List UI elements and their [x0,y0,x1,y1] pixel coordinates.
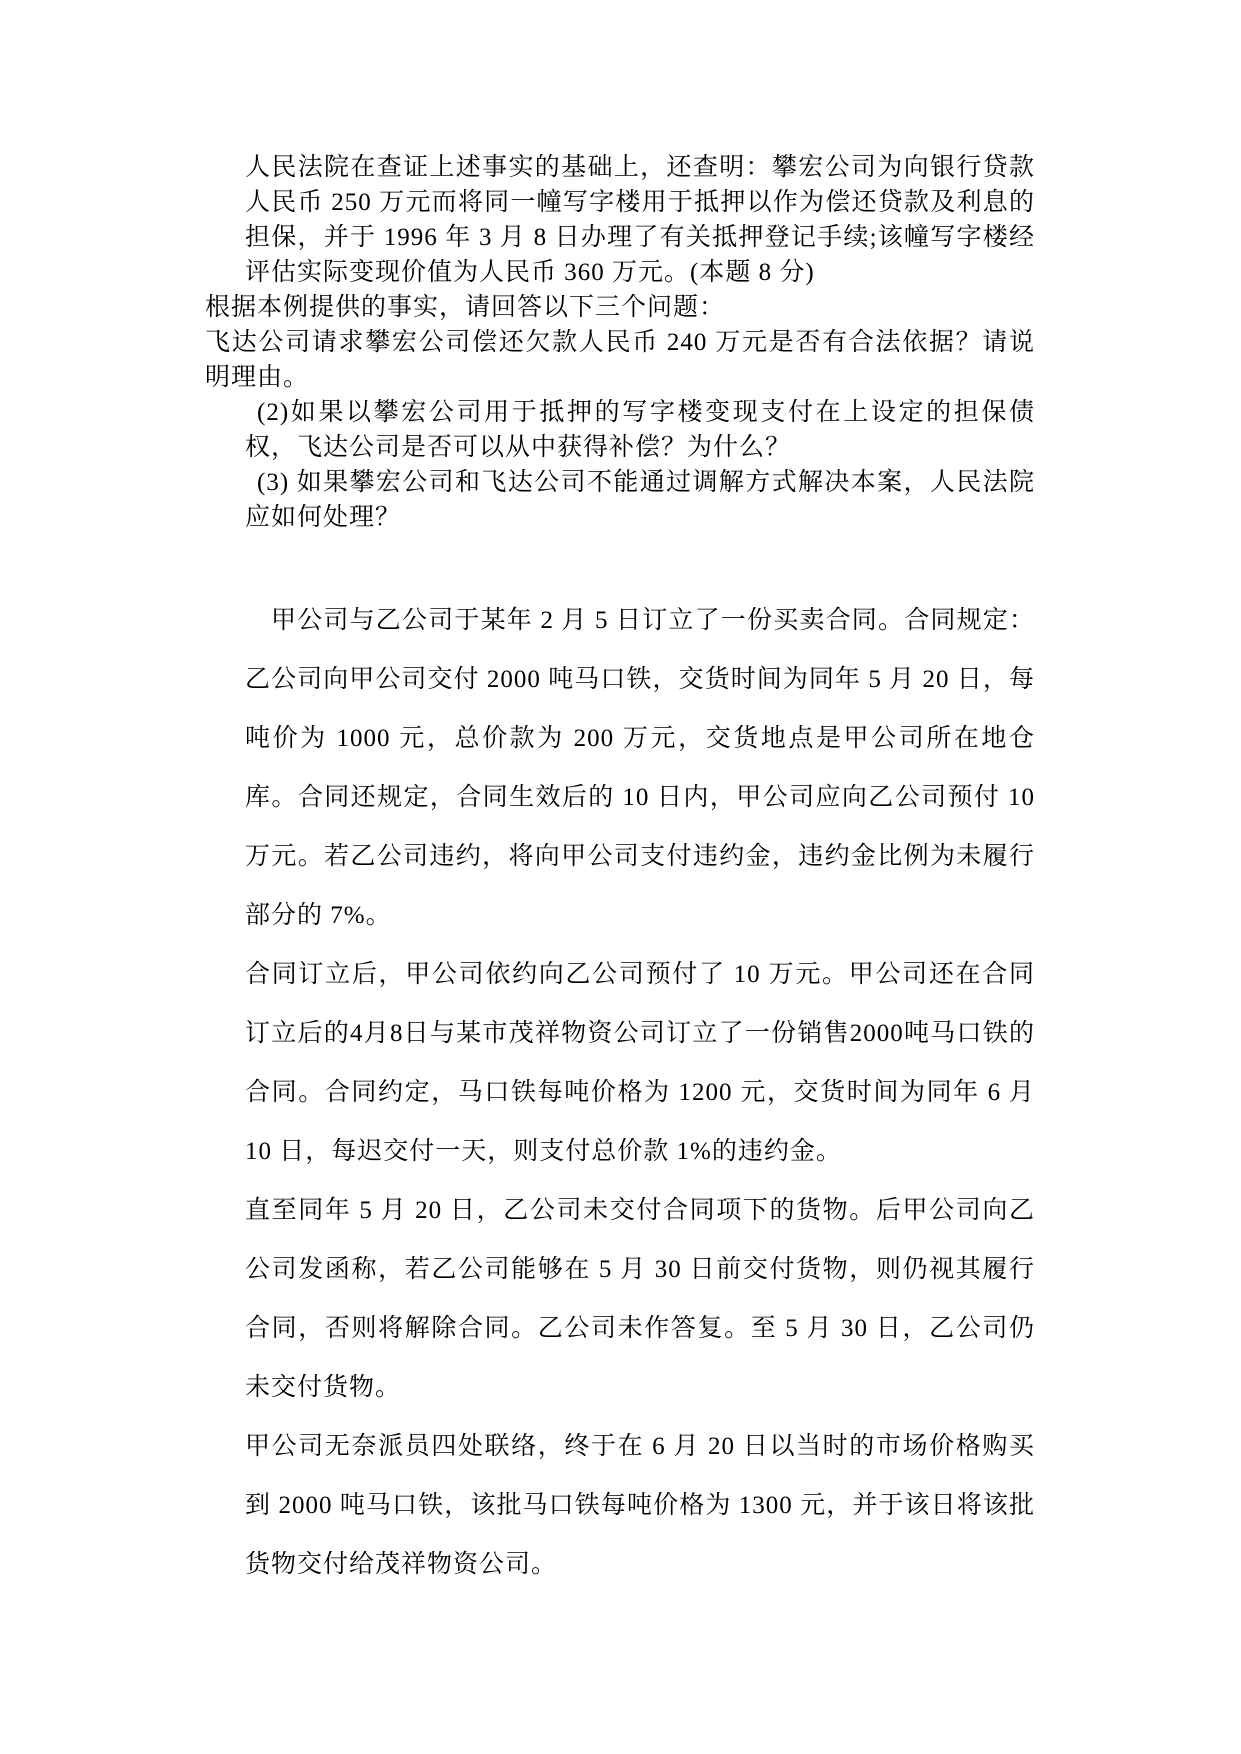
case1-question-2: (2)如果以攀宏公司用于抵押的写字楼变现支付在上设定的担保债权，飞达公司是否可以从中获得补偿？为什么？ [245,399,1035,461]
case1-question-1: 飞达公司请求攀宏公司偿还欠款人民币 240 万元是否有合法依据？请说明理由。 [205,329,1035,391]
case2-section [245,591,1035,1594]
case1-section [205,150,1035,535]
case2-breach-events-paragraph: 直至同年 5 月 20 日，乙公司未交付合同项下的货物。后甲公司向乙公司发函称，若乙公司能够在 5 月 30 日前交付货物，则仍视其履行合同，否则将解除合同。乙公司未作答复。至 5 月 30 日，乙公司仍未交付货物。 [245,1197,1035,1401]
case1-question-lead: 根据本例提供的事实，请回答以下三个问题： [205,294,726,321]
case1-intro-paragraph: 人民法院在查证上述事实的基础上，还查明：攀宏公司为向银行贷款人民币 250 万元而将同一幢写字楼用于抵押以作为偿还贷款及利息的担保，并于 1996 年 3 月 8 日办理了有关抵押登记手续;该幢写字楼经评估实际变现价值为人民币 360 万元。(本题 8 分) [245,154,1035,286]
case2-resale-contract-paragraph: 合同订立后，甲公司依约向乙公司预付了 10 万元。甲公司还在合同订立后的4月8日与某市茂祥物资公司订立了一份销售2000吨马口铁的合同。合同约定，马口铁每吨价格为 1200 元，交货时间为同年 6 月 10 日，每迟交付一天，则支付总价款 1%的违约金。 [245,961,1035,1165]
case1-question-3: (3) 如果攀宏公司和飞达公司不能通过调解方式解决本案，人民法院应如何处理？ [245,469,1035,531]
document-body [205,150,1035,1594]
case2-cover-purchase-paragraph: 甲公司无奈派员四处联络，终于在 6 月 20 日以当时的市场价格购买到 2000 吨马口铁，该批马口铁每吨价格为 1300 元，并于该日将该批货物交付给茂祥物资公司。 [245,1433,1035,1578]
case2-contract-terms-paragraph: 甲公司与乙公司于某年 2 月 5 日订立了一份买卖合同。合同规定：乙公司向甲公司交付 2000 吨马口铁，交货时间为同年 5 月 20 日，每吨价为 1000 元，总价款为 200 万元，交货地点是甲公司所在地仓库。合同还规定，合同生效后的 10 日内，甲公司应向乙公司预付 10 万元。若乙公司违约，将向甲公司支付违约金，违约金比例为未履行部分的 7%。 [245,607,1035,929]
